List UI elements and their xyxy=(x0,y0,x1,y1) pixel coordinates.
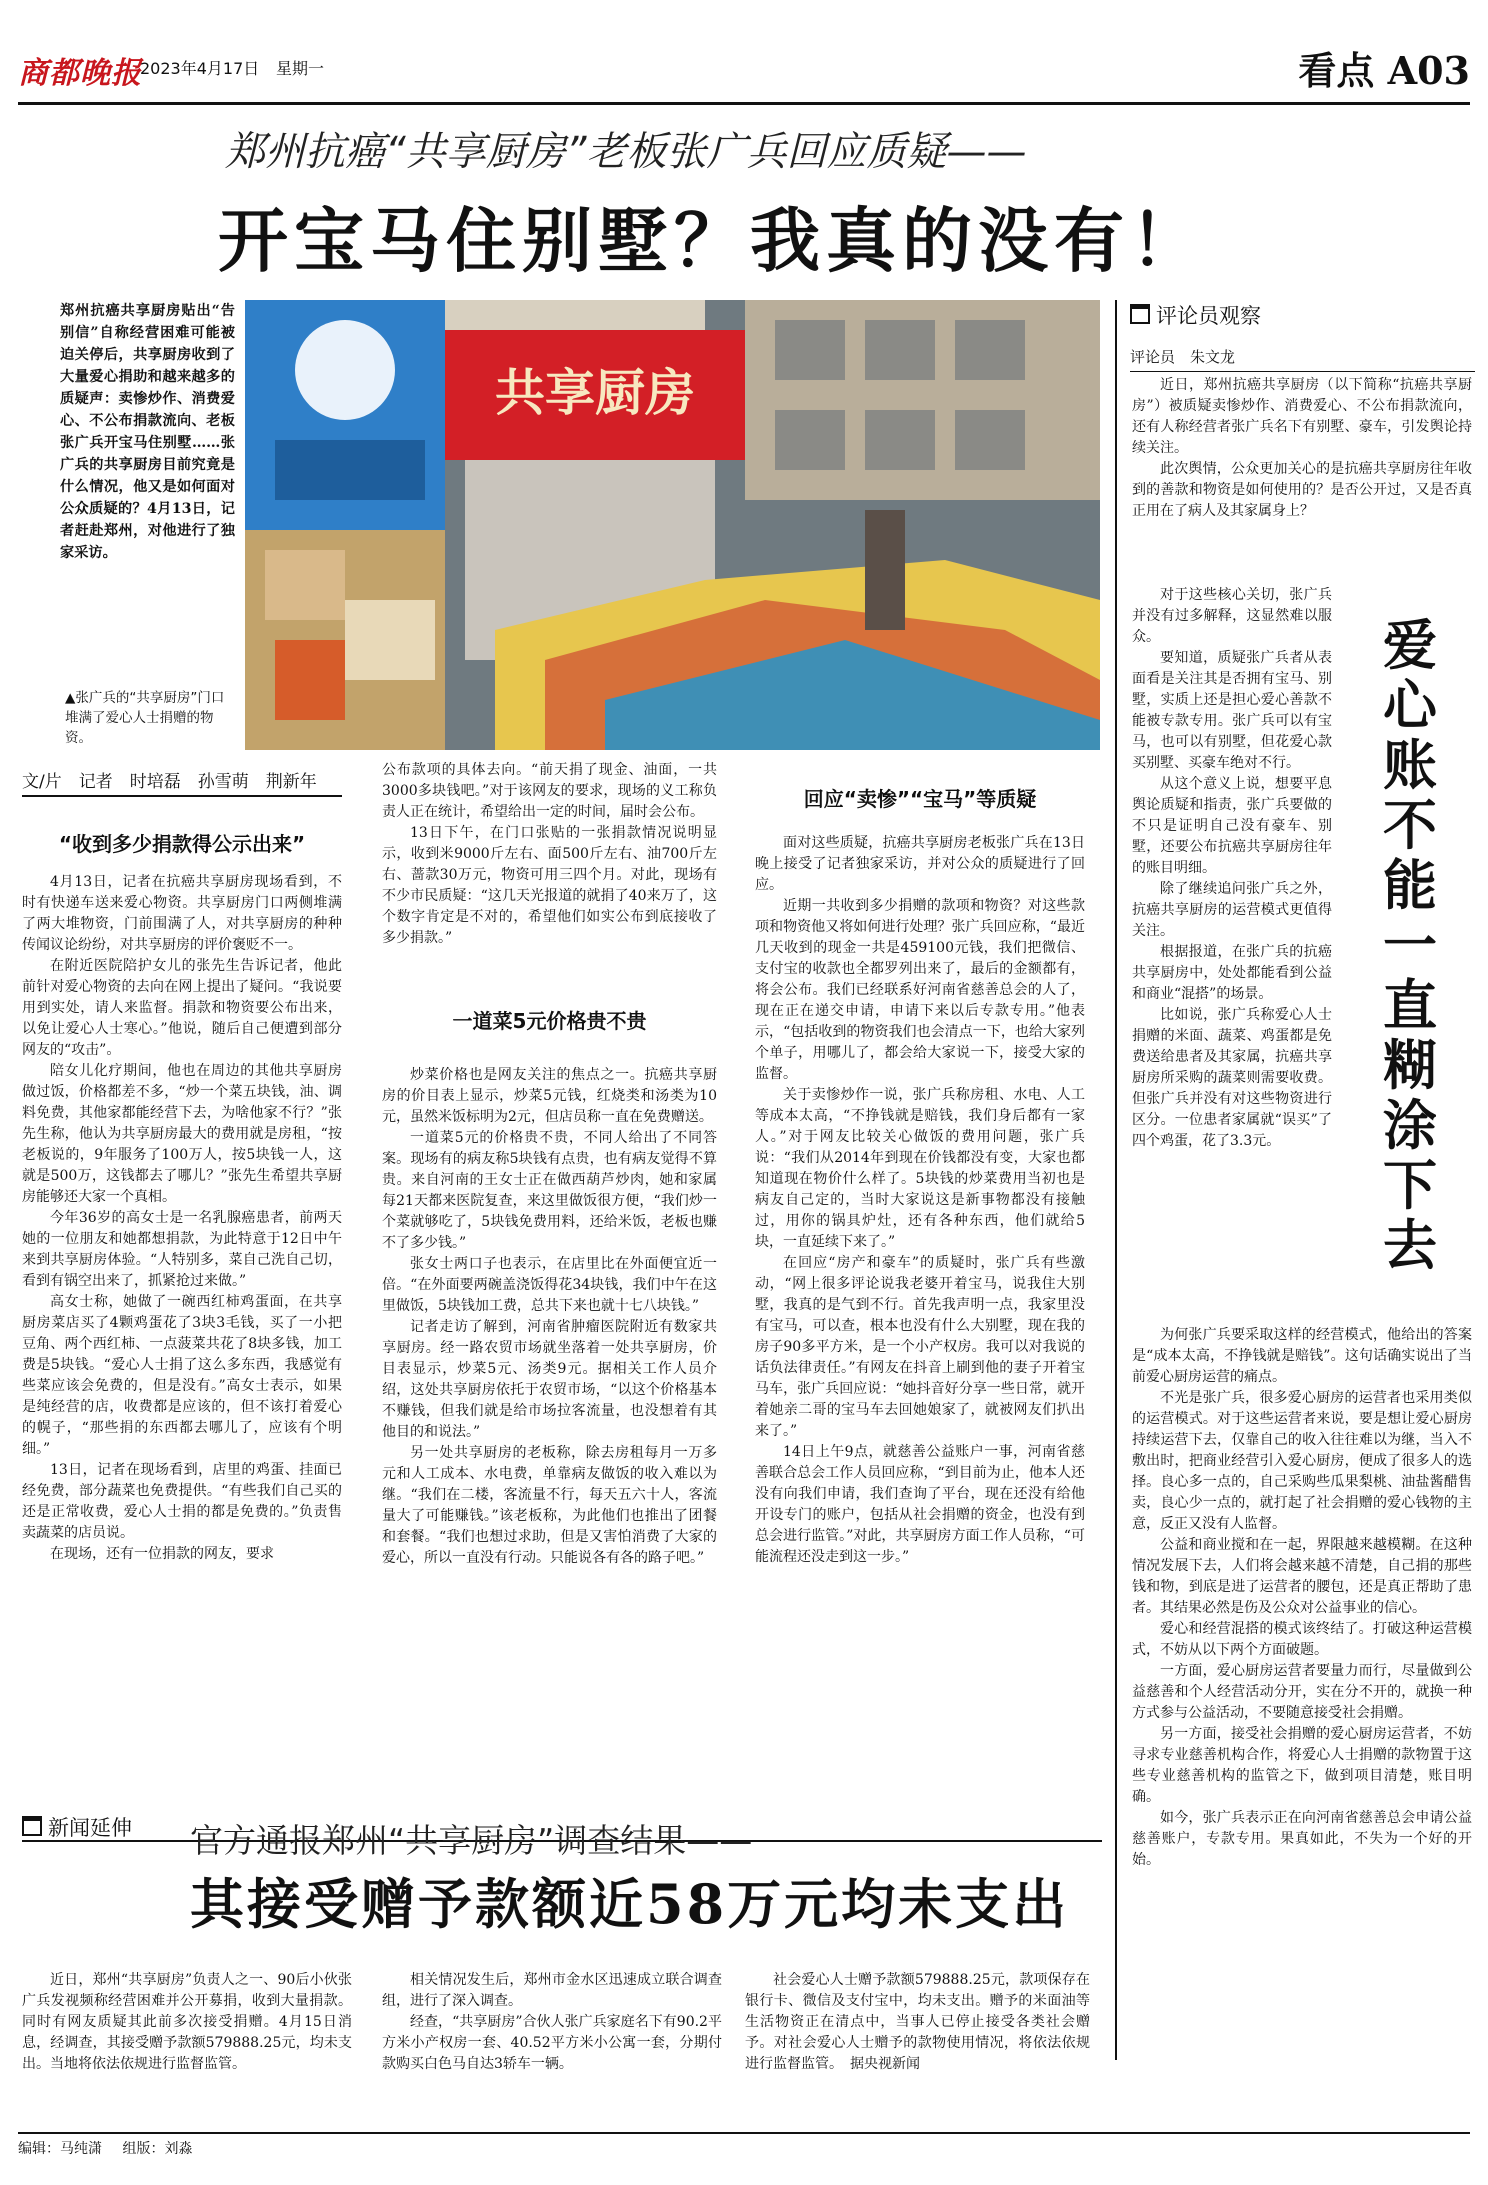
paragraph: 13日，记者在现场看到，店里的鸡蛋、挂面已经免费，部分蔬菜也免费提供。“有些我们自己买的还是正常收费，爱心人士捐的都是免费的。”负责售卖蔬菜的店员说。 xyxy=(22,1462,342,1541)
commentary-column-top xyxy=(1132,375,1472,522)
paragraph: 炒菜价格也是网友关注的焦点之一。抗癌共享厨房的价目表上显示，炒菜5元钱，红烧类和汤类为10元，虽然米饭标明为2元，但店员称一直在免费赠送。 xyxy=(382,1067,717,1125)
photo-lead-caption: 郑州抗癌共享厨房贴出“告别信”自称经营困难可能被迫关停后，共享厨房收到了大量爱心捐助和越来越多的质疑声：卖惨炒作、消费爱心、不公布捐款流向、老板张广兵开宝马住别墅……张广兵的共享厨房目前究竟是什么情况，他又是如何面对公众质疑的？4月13日，记者赶赴郑州，对他进行了独家采访。 xyxy=(60,303,235,561)
extension-kicker: 官方通报郑州“共享厨房”调查结果—— xyxy=(190,1821,753,1860)
commentary-column-bottom xyxy=(1132,1325,1472,1871)
paragraph: 在回应“房产和豪车”的质疑时，张广兵有些激动，“网上很多评论说我老婆开着宝马，说我住大别墅，我真的是气到不行。首先我声明一点，我家里没有宝马，可以查，根本也没有什么大别墅，现在我的房子90多平方米，是一个小产权房。我可以对我说的话负法律责任。”有网友在抖音上刷到他的妻子开着宝马车，张广兵回应说：“她抖音好分享一些日常，就开着她亲二哥的宝马车去回她娘家了，就被网友们扒出来了。” xyxy=(755,1255,1085,1439)
issue-date: 2023年4月17日 xyxy=(140,59,260,78)
box-icon xyxy=(1130,304,1150,324)
paragraph: 4月13日，记者在抗癌共享厨房现场看到，不时有快递车送来爱心物资。共享厨房门口两侧堆满了两大堆物资，门前围满了人，对共享厨房的种种传闻议论纷纷，对共享厨房的评价褒贬不一。 xyxy=(22,874,342,953)
paragraph: 近日，郑州抗癌共享厨房（以下简称“抗癌共享厨房”）被质疑卖惨炒作、消费爱心、不公布捐款流向，还有人称经营者张广兵名下有别墅、豪车，引发舆论持续关注。 xyxy=(1132,377,1472,456)
extension-headline: 其接受赠予款额近58万元均未支出 xyxy=(190,1872,1070,1936)
paragraph: 从这个意义上说，想要平息舆论质疑和指责，张广兵要做的不只是证明自己没有豪车、别墅，还要公布抗癌共享厨房往年的账目明细。 xyxy=(1132,776,1332,876)
paragraph: 14日上午9点，就慈善公益账户一事，河南省慈善联合总会工作人员回应称，“到目前为止，他本人还没有向我们申请，我们查询了平台，现在还没有给他开设专门的账户，包括从社会捐赠的资金，也没有到总会进行监管。”对此，共享厨房方面工作人员称，“可能流程还没走到这一步。” xyxy=(755,1444,1085,1565)
article-headline: 开宝马住别墅？我真的没有！ xyxy=(218,199,1206,282)
paragraph: 公益和商业搅和在一起，界限越来越模糊。在这种情况发展下去，人们将会越来越不清楚，自己捐的那些钱和物，到底是进了运营者的腰包，还是真正帮助了患者。其结果必然是伤及公众对公益事业的信心。 xyxy=(1132,1537,1472,1616)
news-photo xyxy=(245,300,1100,750)
paragraph: 要知道，质疑张广兵者从表面看是关注其是否拥有宝马、别墅，实质上还是担心爱心善款不能被专款专用。张广兵可以有宝马，也可以有别墅，但花爱心款买别墅、买豪车绝对不行。 xyxy=(1132,650,1332,771)
paragraph: 面对这些质疑，抗癌共享厨房老板张广兵在13日晚上接受了记者独家采访，并对公众的质疑进行了回应。 xyxy=(755,835,1085,893)
article-column-3 xyxy=(755,833,1085,1568)
commentary-label xyxy=(1130,300,1261,330)
paragraph: 如今，张广兵表示正在向河南省慈善总会申请公益慈善账户，专款专用。果真如此，不失为一个好的开始。 xyxy=(1132,1810,1472,1868)
editor-credit: 编辑：马纯潇 xyxy=(18,2141,102,2157)
extension-column-2 xyxy=(382,1970,722,2075)
designer-credit: 组版：刘淼 xyxy=(122,2141,193,2157)
extension-label xyxy=(22,1812,132,1842)
paragraph: 记者走访了解到，河南省肿瘤医院附近有数家共享厨房。经一路农贸市场就坐落着一处共享厨房，价目表显示，炒菜5元、汤类9元。据相关工作人员介绍，这处共享厨房依托于农贸市场，“以这个价格基本不赚钱，但我们就是给市场拉客流量，也没想着有其他目的和说法。” xyxy=(382,1319,717,1440)
paragraph: 一道菜5元的价格贵不贵，不同人给出了不同答案。现场有的病友称5块钱有点贵，也有病友觉得不算贵。来自河南的王女士正在做西葫芦炒肉，她和家属每21天都来医院复查，来这里做饭很方便，“我们炒一个菜就够吃了，5块钱免费用料，还给米饭，老板也赚不了多少钱。” xyxy=(382,1130,717,1251)
commentary-title: 爱心账不能一直糊涂下去 xyxy=(1383,613,1437,1277)
paragraph: 此次舆情，公众更加关心的是抗癌共享厨房往年收到的善款和物资是如何使用的？是否公开过，又是否真正用在了病人及其家属身上？ xyxy=(1132,461,1472,519)
paragraph: 经查，“共享厨房”合伙人张广兵家庭名下有90.2平方米小产权房一套、40.52平方米小公寓一套，分期付款购买白色马自达3轿车一辆。 xyxy=(382,2014,722,2072)
commentary-author: 评论员 朱文龙 xyxy=(1130,346,1475,372)
paragraph: 爱心和经营混搭的模式该终结了。打破这种运营模式，不妨从以下两个方面破题。 xyxy=(1132,1621,1472,1658)
article-kicker: 郑州抗癌“共享厨房”老板张广兵回应质疑—— xyxy=(225,129,1027,175)
commentary-column-narrow xyxy=(1132,585,1332,1152)
byline: 文/片 记者 时培磊 孙雪萌 荆新年 xyxy=(22,767,342,797)
extension-column-1 xyxy=(22,1970,352,2075)
paragraph: 不光是张广兵，很多爱心厨房的运营者也采用类似的运营模式。对于这些运营者来说，要是想让爱心厨房持续运营下去，仅靠自己的收入往往难以为继，当入不敷出时，把商业经营引入爱心厨房，便成了很多人的选择。良心多一点的，自己采购些瓜果梨桃、油盐酱醋售卖，良心少一点的，就打起了社会捐赠的爱心钱物的主意，反正又没有人监督。 xyxy=(1132,1390,1472,1532)
column-divider xyxy=(1115,300,1117,2060)
shop-sign-text: 共享厨房 xyxy=(495,363,695,422)
paragraph: 为何张广兵要采取这样的经营模式，他给出的答案是“成本太高，不挣钱就是赔钱”。这句话确实说出了当前爱心厨房运营的痛点。 xyxy=(1132,1327,1472,1385)
box-icon xyxy=(22,1816,42,1836)
paragraph: 社会爱心人士赠予款额579888.25元，款项保存在银行卡、微信及支付宝中，均未支出。赠予的米面油等生活物资正在清点中，当事人已停止接受各类社会赠予。对社会爱心人士赠予的款物使用情况，将依法依规进行监督监管。 据央视新闻 xyxy=(745,1972,1090,2072)
issue-weekday: 星期一 xyxy=(276,59,325,78)
newspaper-logo: 商都晚报 xyxy=(18,56,142,91)
extension-column-3 xyxy=(745,1970,1090,2075)
paragraph: 近期一共收到多少捐赠的款项和物资？对这些款项和物资他又将如何进行处理？张广兵回应称，“最近几天收到的现金一共是459100元钱，我们把微信、支付宝的收款也全都罗列出来了，最后的金额都有，将会公布。我们已经联系好河南省慈善总会的人了，现在正在递交申请，申请下来以后专款专用。”他表示，“包括收到的物资我们也会清点一下，也给大家列个单子，用哪儿了，都会给大家说一下，接受大家的监督。 xyxy=(755,898,1085,1082)
paragraph: 高女士称，她做了一碗西红柿鸡蛋面，在共享厨房菜店买了4颗鸡蛋花了3块3毛钱，买了一小把豆角、两个西红柿、一点菠菜共花了8块多钱，加工费是5块钱。“爱心人士捐了这么多东西，我感觉有些菜应该会免费的，但是没有。”高女士表示，如果是纯经营的店，收费都是应该的，但不该打着爱心的幌子，“那些捐的东西都去哪儿了，应该有个明细。” xyxy=(22,1294,342,1457)
paragraph: 13日下午，在门口张贴的一张捐款情况说明显示，收到米9000斤左右、面500斤左右、油700斤左右、蔷款30万元，物资可用三四个月。对此，现场有不少市民质疑：“这几天光报道的就捐了40来万了，这个数字肯定是不对的，希望他们如实公布到底接收了多少捐款。” xyxy=(382,825,717,946)
paragraph: 一方面，爱心厨房运营者要量力而行，尽量做到公益慈善和个人经营活动分开，实在分不开的，就换一种方式参与公益活动，不要随意接受社会捐赠。 xyxy=(1132,1663,1472,1721)
subhead-donations: “收到多少捐款得公示出来” xyxy=(58,832,306,856)
paragraph: 张女士两口子也表示，在店里比在外面便宜近一倍。“在外面要两碗盖浇饭得花34块钱，我们中午在这里做饭，5块钱加工费，总共下来也就十七八块钱。” xyxy=(382,1256,717,1314)
section-label: 看点 A03 xyxy=(1298,48,1470,93)
paragraph: 关于卖惨炒作一说，张广兵称房租、水电、人工等成本太高，“不挣钱就是赔钱，我们身后都有一家人。”对于网友比较关心做饭的费用问题，张广兵说：“我们从2014年到现在价钱都没有变，大家也都知道现在物价什么样了。5块钱的炒菜费用当初也是病友自己定的，当时大家说这是新事物都没有接触过，用你的锅具炉灶，还有各种东西，他们就给5块，一直延续下来了。” xyxy=(755,1087,1085,1250)
paragraph: 根据报道，在张广兵的抗癌共享厨房中，处处都能看到公益和商业“混搭”的场景。 xyxy=(1132,944,1332,1002)
paragraph: 公布款项的具体去向。“前天捐了现金、油面，一共3000多块钱吧。”对于该网友的要求，现场的义工称负责人正在统计，希望给出一定的时间，届时会公布。 xyxy=(382,762,717,820)
subhead-price: 一道菜5元价格贵不贵 xyxy=(452,1009,647,1033)
masthead-rule xyxy=(18,102,1470,105)
paragraph: 对于这些核心关切，张广兵并没有过多解释，这显然难以服众。 xyxy=(1132,587,1332,645)
paragraph: 在附近医院陪护女儿的张先生告诉记者，他此前针对爱心物资的去向在网上提出了疑问。“我说要用到实处，请人来监督。捐款和物资要公布出来，以免让爱心人士寒心。”他说，随后自己便遭到部分网友的“攻击”。 xyxy=(22,958,342,1058)
page-footer xyxy=(18,2132,1470,2158)
paragraph: 另一方面，接受社会捐赠的爱心厨房运营者，不妨寻求专业慈善机构合作，将爱心人士捐赠的款物置于这些专业慈善机构的监管之下，做到项目清楚，账目明确。 xyxy=(1132,1726,1472,1805)
article-column-2b xyxy=(382,1065,717,1569)
extension-label-text: 新闻延伸 xyxy=(48,1816,132,1840)
commentary-label-text: 评论员观察 xyxy=(1156,304,1261,328)
paragraph: 在现场，还有一位捐款的网友，要求 xyxy=(50,1546,274,1562)
article-column-1 xyxy=(22,872,342,1565)
photo-credit: ▲张广兵的“共享厨房”门口堆满了爱心人士捐赠的物资。 xyxy=(65,690,225,746)
paragraph: 近日，郑州“共享厨房”负责人之一、90后小伙张广兵发视频称经营困难并公开募捐，收到大量捐款。同时有网友质疑其此前多次接受捐赠。4月15日消息，经调查，其接受赠予款额579888.25元，均未支出。当地将依法依规进行监督监管。 xyxy=(22,1972,352,2072)
paragraph: 除了继续追问张广兵之外，抗癌共享厨房的运营模式更值得关注。 xyxy=(1132,881,1332,939)
article-column-2 xyxy=(382,760,717,949)
paragraph: 今年36岁的高女士是一名乳腺癌患者，前两天她的一位朋友和她都想捐款，为此特意于12日中午来到共享厨房体验。“人特别多，菜自己洗自己切，看到有锅空出来了，抓紧抢过来做。” xyxy=(22,1210,342,1289)
paragraph: 比如说，张广兵称爱心人士捐赠的米面、蔬菜、鸡蛋都是免费送给患者及其家属，抗癌共享厨房所采购的蔬菜则需要收费。但张广兵并没有对这些物资进行区分。一位患者家属就“误买”了四个鸡蛋，花了3.3元。 xyxy=(1132,1007,1332,1149)
paragraph: 陪女儿化疗期间，他也在周边的其他共享厨房做过饭，价格都差不多，“炒一个菜五块钱，油、调料免费，其他家都能经营下去，为啥他家不行？”张先生称，他认为共享厨房最大的费用就是房租，“按老板说的，9年服务了100万人，按5块钱一人，这就是500万，这钱都去了哪儿？”张先生希望共享厨房能够还大家一个真相。 xyxy=(22,1063,342,1205)
paragraph: 另一处共享厨房的老板称，除去房租每月一万多元和人工成本、水电费，单靠病友做饭的收入难以为继。“我们在二楼，客流量不行，每天五六十人，客流量大了可能赚钱。”该老板称，为此他们也推出了团餐和套餐。“我们也想过求助，但是又害怕消费了大家的爱心，所以一直没有行动。只能说各有各的路子吧。” xyxy=(382,1445,717,1566)
paragraph: 相关情况发生后，郑州市金水区迅速成立联合调查组，进行了深入调查。 xyxy=(382,1972,722,2009)
subhead-response: 回应“卖惨”“宝马”等质疑 xyxy=(803,787,1037,811)
masthead xyxy=(18,40,1470,100)
